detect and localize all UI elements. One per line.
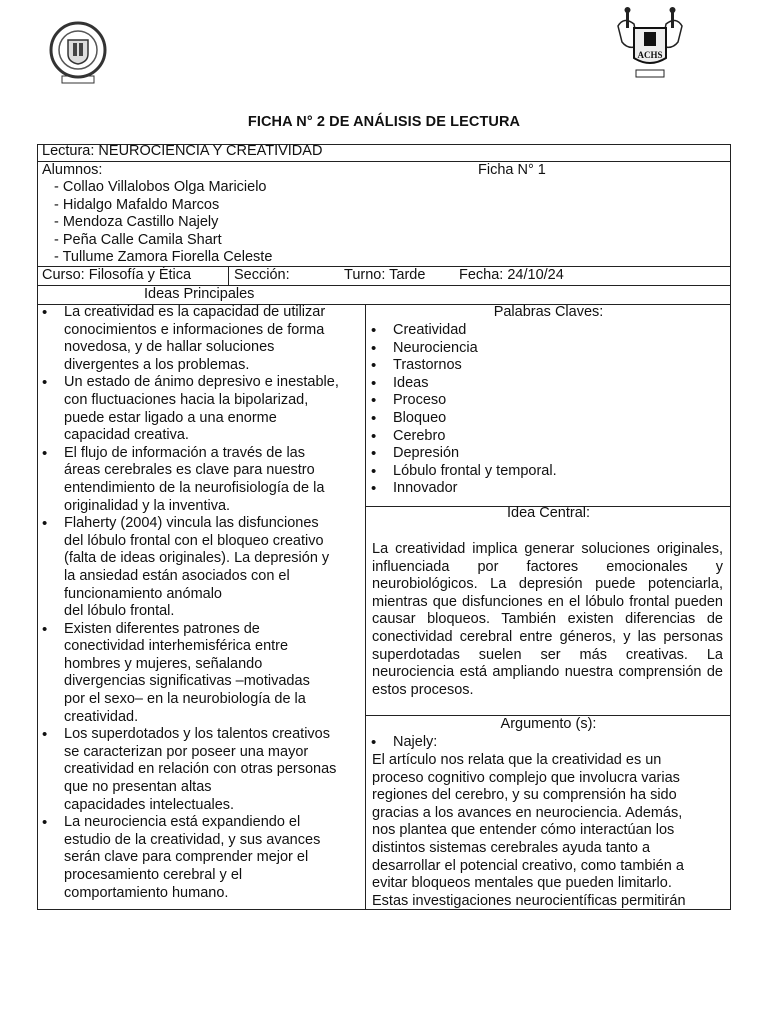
idea-line: originalidad y la inventiva. xyxy=(64,497,231,514)
idea-line: funcionamiento anómalo xyxy=(64,585,222,602)
idea-line: del lóbulo frontal. xyxy=(64,603,175,620)
idea-item xyxy=(38,304,364,374)
argument-author: • Najely: xyxy=(367,734,437,752)
rule xyxy=(37,285,731,286)
idea-line: conocimientos e informaciones de forma xyxy=(64,321,325,338)
argument-line: El artículo nos relata que la creatividad es un xyxy=(372,752,662,768)
student-name: - Mendoza Castillo Najely xyxy=(54,214,219,231)
idea-line: capacidad creativa. xyxy=(64,427,189,444)
central-heading: Idea Central: xyxy=(506,505,591,521)
argument-line: gracias a los avances en neurociencia. Además, xyxy=(372,804,683,821)
svg-text:ACHS: ACHS xyxy=(637,50,663,60)
idea-line: por el sexo– en la neurobiología de la xyxy=(64,691,306,708)
idea-line: hombres y mujeres, señalando xyxy=(64,655,263,672)
shift-field: Turno: Tarde xyxy=(344,267,426,283)
argument-author-list xyxy=(367,734,437,752)
idea-line: • Existen diferentes patrones de xyxy=(64,620,260,637)
keyword-item: • Trastornos xyxy=(367,357,557,375)
idea-line: la ansiedad están asociados con el xyxy=(64,567,290,584)
idea-line: capacidades intelectuales. xyxy=(64,796,235,813)
student-name: - Collao Villalobos Olga Maricielo xyxy=(54,179,267,195)
idea-line: puede estar ligado a una enorme xyxy=(64,409,277,426)
idea-line: creatividad. xyxy=(64,708,139,725)
idea-line: entendimiento de la neurofisiología de la xyxy=(64,479,325,496)
argument-line: desarrollar el potencial creativo, como también a xyxy=(372,857,684,874)
date-field: Fecha: 24/10/24 xyxy=(459,267,564,283)
idea-line: serán clave para comprender mejor el xyxy=(64,849,309,866)
idea-line: (falta de ideas originales). La depresión y xyxy=(64,550,330,567)
argument-line: proceso cognitivo complejo que involucra varias xyxy=(372,769,680,786)
argument-line: evitar bloqueos mentales que pueden limitarlo. xyxy=(372,875,672,892)
idea-line: divergencias significativas –motivadas xyxy=(64,673,310,690)
idea-line: novedosa, y de hallar soluciones xyxy=(64,339,275,356)
idea-line: con fluctuaciones hacia la bipolarizad, xyxy=(64,391,309,408)
idea-item xyxy=(38,621,364,727)
section-field: Sección: xyxy=(234,267,290,283)
ideas-list xyxy=(38,304,364,902)
course-field: Curso: Filosofía y Ética xyxy=(42,267,192,283)
idea-line: áreas cerebrales es clave para nuestro xyxy=(64,462,315,479)
ficha-number: Ficha N° 1 xyxy=(478,162,546,178)
idea-line: divergentes a los problemas. xyxy=(64,356,250,373)
students-label: Alumnos: xyxy=(42,162,103,178)
idea-line: se caracterizan por poseer una mayor xyxy=(64,743,309,760)
idea-line: • Un estado de ánimo depresivo e inestable, xyxy=(64,374,339,391)
student-name: - Tullume Zamora Fiorella Celeste xyxy=(54,249,273,266)
idea-line: procesamiento cerebral y el xyxy=(64,867,243,883)
idea-line: comportamiento humano. xyxy=(64,884,229,901)
idea-line: estudio de la creatividad, y sus avances xyxy=(64,831,321,848)
argument-line: distintos sistemas cerebrales ayuda tanto a xyxy=(372,839,651,856)
students-list xyxy=(54,179,272,267)
ideas-heading: Ideas Principales xyxy=(144,286,255,302)
idea-item xyxy=(38,445,364,515)
central-text: La creatividad implica generar soluciones originales, influenciada por factores emocionales y neurobiológicos. La depresión puede potenciarla, mientras que disfunciones en el lóbulo frontal pueden causar bloqueos. También existen diferencias de conectividad cerebral entre géneros, y las personas superdotadas suelen ser más creativas. La neurociencia está ampliando nuestra comprensión de estos procesos. xyxy=(372,541,723,698)
reading-title: Lectura: NEUROCIENCIA Y CREATIVIDAD xyxy=(42,143,323,159)
idea-item xyxy=(38,726,364,814)
keyword-item: • Ideas xyxy=(367,375,557,393)
keyword-item: • Lóbulo frontal y temporal. xyxy=(367,463,557,481)
university-seal-logo xyxy=(44,18,112,86)
rule xyxy=(37,161,731,162)
keyword-item: • Bloqueo xyxy=(367,410,557,428)
rule xyxy=(365,304,366,910)
keyword-item: • Cerebro xyxy=(367,428,557,446)
idea-line: del lóbulo frontal con el bloqueo creativo xyxy=(64,532,324,549)
argument-text xyxy=(372,752,686,910)
argument-line: Estas investigaciones neurocientíficas permitirán xyxy=(372,892,686,909)
document-title: FICHA N° 2 DE ANÁLISIS DE LECTURA xyxy=(247,114,521,130)
institution-crest-logo xyxy=(612,6,688,84)
argument-line: regiones del cerebro, y su comprensión ha sido xyxy=(372,787,677,804)
idea-item xyxy=(38,814,364,902)
idea-line: • La neurociencia está expandiendo el xyxy=(64,814,301,831)
idea-line: creatividad en relación con otras personas xyxy=(64,761,337,778)
keyword-item: • Innovador xyxy=(367,480,557,498)
keywords-list xyxy=(367,322,557,498)
student-name: - Peña Calle Camila Shart xyxy=(54,231,222,248)
idea-item xyxy=(38,374,364,444)
student-name: - Hidalgo Mafaldo Marcos xyxy=(54,196,220,213)
keywords-heading: Palabras Claves: xyxy=(493,304,604,320)
idea-line: • Los superdotados y los talentos creativos xyxy=(64,726,330,743)
argument-line: nos plantea que entender cómo interactúan los xyxy=(372,822,675,839)
idea-line: • Flaherty (2004) vincula las disfunciones xyxy=(64,515,319,532)
keyword-item: • Creatividad xyxy=(367,322,557,340)
keyword-item: • Depresión xyxy=(367,445,557,463)
argument-heading: Argumento (s): xyxy=(500,716,597,732)
idea-line: conectividad interhemisférica entre xyxy=(64,638,289,655)
idea-item xyxy=(38,515,364,621)
keyword-item: • Proceso xyxy=(367,392,557,410)
rule xyxy=(228,266,229,286)
keyword-item: • Neurociencia xyxy=(367,340,557,358)
idea-line: • El flujo de información a través de las xyxy=(64,444,305,461)
idea-line: que no presentan altas xyxy=(64,779,212,796)
idea-line: • La creatividad es la capacidad de utilizar xyxy=(64,304,326,320)
